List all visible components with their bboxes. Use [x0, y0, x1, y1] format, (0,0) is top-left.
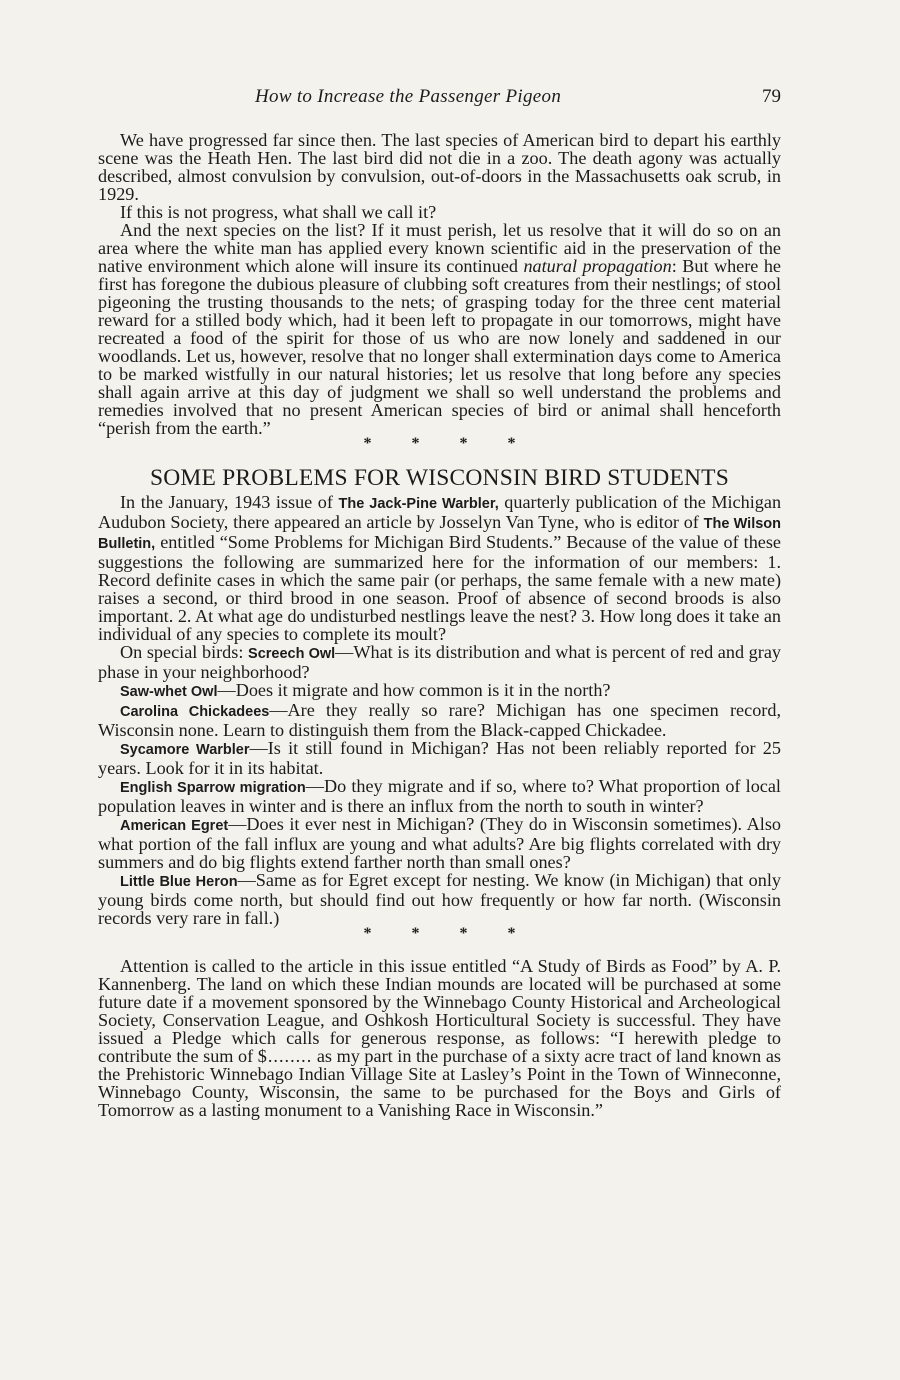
- bird-item-text: —Are they really so rare? Michigan has one specimen record, Wisconsin none. Learn to distinguish them from the Black-capped Chickadee.: [98, 700, 781, 740]
- intro-p3-end: : But where he first has foregone the dubious pleasure of clubbing soft creatures from their nestlings; of stool pigeoning the trusting thousands to the nets; of grasping today for the three cent material reward for a stilled body which, had it been left to propagate in our tomorrows, might have recreated a food of the spirit for those of us who are now lonely and saddened in our woodlands. Let us, however, resolve that no longer shall extermination days come to America to be marked wistfully in our natural histories; let us resolve that long before any species shall again arrive at this day of judgment we shall so well understand the problems and remedies involved that no present American species of bird or animal shall henceforth “perish from the earth.”: [98, 256, 781, 438]
- section-intro-c: entitled “Some Problems for Michigan Bird Students.” Because of the value of these suggestions the following are summarized here for the information of our members: 1. Record definite cases in which the same pair (or perhaps, the same female with a new mate) raises a second, or third brood in one season. Proof of absence of second broods is also important. 2. At what age do undisturbed nestlings leave the nest? 3. How long does it take an individual of any species to complete its moult?: [98, 532, 782, 644]
- section-separator: * * * *: [363, 435, 534, 452]
- section-intro-a: In the January, 1943 issue of: [120, 492, 333, 512]
- wilson-bulletin-title: The Wilson Bulletin,: [98, 516, 781, 552]
- special-birds-lead: On special birds:: [120, 642, 244, 662]
- natural-propagation-emphasis: natural propagation: [523, 256, 672, 276]
- closing-text-b: as my part in the purchase of a sixty acre tract of land known as the Prehistoric Winnebago Indian Village Site at Lasley’s Point in the Town of Winneconne, Winnebago County, Wisconsin, the same to be purchased for the Boys and Girls of Tomorrow as a lasting monument to a Vanishing Race in Wisconsin.”: [98, 1046, 782, 1120]
- bird-item-name: English Sparrow migration: [120, 780, 306, 796]
- page-number: 79: [762, 86, 781, 107]
- intro-paragraph-2: If this is not progress, what shall we call it?: [120, 202, 437, 222]
- page-header: [98, 86, 781, 110]
- bird-item-name: American Egret: [120, 818, 229, 834]
- bird-item-text: —Does it migrate and how common is it in the north?: [217, 680, 611, 700]
- section-intro-b: quarterly publication of the Michigan Audubon Society, there appeared an article by Josselyn Van Tyne, who is editor of: [98, 492, 782, 532]
- bird-item-text: —Does it ever nest in Michigan? (They do in Wisconsin sometimes). Also what portion of the fall influx are young and what adults? Are big flights correlated with dry summers and do big flights extend farther north than small ones?: [98, 814, 781, 872]
- section-separator: * * * *: [363, 925, 534, 942]
- bird-item-name: Carolina Chickadees: [120, 704, 270, 720]
- page-body: [98, 131, 781, 1119]
- bird-item: [98, 739, 781, 777]
- spacer: [98, 941, 781, 957]
- bird-item: [98, 701, 781, 739]
- bird-item-text: —Do they migrate and if so, where to? What proportion of local population leaves in winter and is there an influx from the north to south in winter?: [98, 776, 781, 816]
- running-title: How to Increase the Passenger Pigeon: [255, 86, 562, 107]
- bird-item: [98, 681, 781, 701]
- closing-text-a: Attention is called to the article in this issue entitled “A Study of Birds as Food” by A. P. Kannenberg. The land on which these Indian mounds are located will be purchased at some future date if a movement sponsored by the Winnebago County Historical and Archeological Society, Conservation League, and Oshkosh Horticultural Society is successful. They have issued a Pledge which calls for generous response, as follows: “I herewith pledge to contribute the sum of: [98, 956, 781, 1066]
- bird-item-name: Little Blue Heron: [120, 874, 238, 890]
- bird-item-text: —What is its distribution and what is percent of red and gray phase in your neighborhood?: [98, 642, 781, 682]
- bird-item-name: Sycamore Warbler: [120, 742, 250, 758]
- special-birds-paragraph: [98, 643, 781, 681]
- jack-pine-warbler-title: The Jack-Pine Warbler,: [338, 496, 499, 512]
- bird-item-name: Saw-whet Owl: [120, 684, 218, 700]
- bird-item: [98, 777, 781, 815]
- intro-p3-start: And the next species on the list? If it must perish, let us resolve that it will do so on an area where the white man has applied every known scientific aid in the preservation of the native environment which alone will insure its continued: [98, 220, 781, 276]
- closing-paragraph: [98, 957, 781, 1119]
- bird-item: [98, 871, 781, 927]
- bird-item-name: Screech Owl: [248, 646, 336, 662]
- section-intro-paragraph: [98, 493, 781, 643]
- bird-item-text: —Is it still found in Michigan? Has not been reliably reported for 25 years. Look for it in its habitat.: [98, 738, 781, 778]
- bird-item-text: —Same as for Egret except for nesting. We know (in Michigan) that only young birds come north, but should find out how frequently or how far north. (Wisconsin records very rare in fall.): [98, 870, 782, 928]
- intro-paragraph-3: [98, 221, 781, 437]
- intro-paragraph-1: We have progressed far since then. The last species of American bird to depart his earthly scene was the Heath Hen. The last bird did not die in a zoo. The death agony was actually described, almost convulsion by convulsion, out-of-doors in the Massachusetts oak scrub, in 1929.: [98, 130, 781, 204]
- bird-item: [98, 815, 781, 871]
- pledge-amount-blank: $........: [257, 1046, 313, 1066]
- section-heading: SOME PROBLEMS FOR WISCONSIN BIRD STUDENTS: [149, 465, 730, 491]
